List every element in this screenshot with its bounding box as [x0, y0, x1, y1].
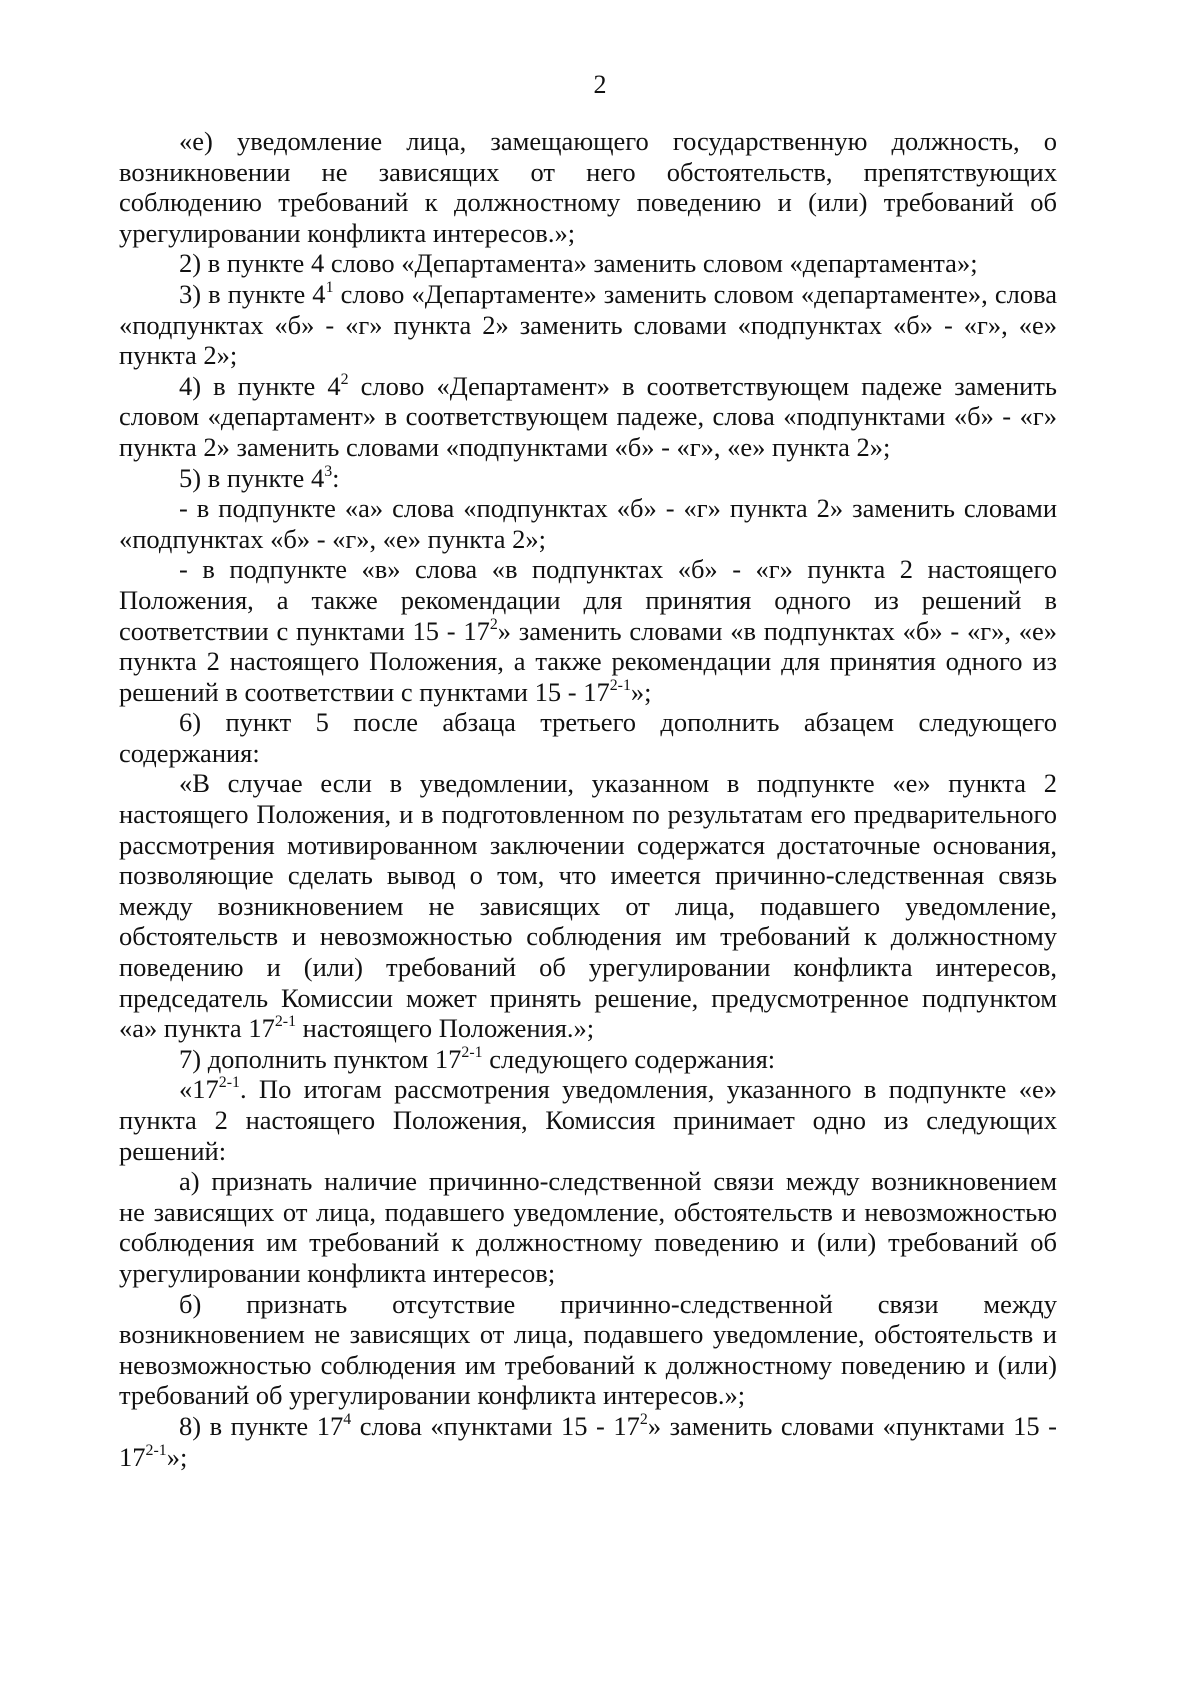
text-run: 3) в пункте 4 [179, 278, 326, 309]
paragraph [119, 554, 1057, 707]
text-run: «е) уведомление лица, замещающего государственную должность, о возникновении не зависящих от него обстоятельств, препятствующих соблюдению требований к должностному поведению и (или) требований об урегулировании конфликта интересов.»; [119, 126, 1057, 248]
text-run: - в подпункте «в» слова «в подпунктах «б» - «г» пункта 2 настоящего Положения, а также рекомендации для принятия одного из решений в соответствии с пунктами 15 - 17 [119, 554, 1057, 646]
paragraph [119, 493, 1057, 554]
text-run: следующего содержания: [482, 1043, 776, 1074]
paragraph [119, 707, 1057, 768]
superscript: 1 [325, 278, 334, 296]
text-run: а) признать наличие причинно-следственной связи между возникновением не зависящих от лица, подавшего уведомление, обстоятельств и невозможностью соблюдения им требований к должностному поведению и (или) требований об урегулировании конфликта интересов; [119, 1166, 1057, 1288]
document-body [119, 126, 1057, 1472]
text-run: слова «пунктами 15 - 17 [351, 1410, 640, 1441]
paragraph [119, 1289, 1057, 1411]
text-run: слово «Департаменте» заменить словом «департаменте», слова «подпунктах «б» - «г» пункта 2» заменить словами «подпунктах «б» - «г», «е» пункта 2»; [119, 278, 1057, 371]
superscript: 4 [343, 1410, 352, 1428]
text-run: . По итогам рассмотрения уведомления, указанного в подпункте «е» пункта 2 настоящего Положения, Комиссия принимает одно из следующих решений: [119, 1074, 1057, 1166]
text-run: 2) в пункте 4 слово «Департамента» заменить словом «департамента»; [179, 248, 978, 279]
page-number: 2 [593, 70, 607, 99]
text-run: : [332, 462, 340, 493]
paragraph [119, 1074, 1057, 1166]
text-run: »; [166, 1441, 188, 1472]
text-run: 8) в пункте 17 [179, 1410, 344, 1441]
superscript: 2-1 [218, 1074, 240, 1092]
text-run: 7) дополнить пунктом 17 [179, 1043, 462, 1074]
superscript: 2 [639, 1410, 648, 1428]
superscript: 2 [340, 370, 349, 388]
text-run: 4) в пункте 4 [179, 370, 341, 401]
superscript: 2-1 [145, 1441, 167, 1459]
paragraph [119, 1044, 1057, 1075]
text-run: - в подпункте «а» слова «подпунктах «б» - «г» пункта 2» заменить словами «подпунктах «б» - «г», «е» пункта 2»; [119, 493, 1057, 554]
text-run: » заменить словами «пунктами 15 - 17 [119, 1410, 1058, 1472]
paragraph [119, 463, 1057, 494]
text-run: слово «Департамент» в соответствующем падеже заменить словом «департамент» в соответствующем падеже, слова «подпунктами «б» - «г» пункта 2» заменить словами «подпунктами «б» - «г», «е» пункта 2»; [119, 370, 1057, 462]
text-run: » заменить словами «в подпунктах «б» - «г», «е» пункта 2 настоящего Положения, а также рекомендации для принятия одного из решений в соответствии с пунктами 15 - 17 [119, 615, 1058, 707]
superscript: 2-1 [461, 1043, 483, 1061]
text-run: »; [630, 676, 652, 707]
paragraph [119, 371, 1057, 463]
superscript: 2 [489, 615, 498, 633]
superscript: 3 [324, 462, 333, 480]
paragraph [119, 768, 1057, 1043]
text-run: 5) в пункте 4 [179, 462, 325, 493]
text-run: 6) пункт 5 после абзаца третьего дополнить абзацем следующего содержания: [119, 707, 1057, 768]
superscript: 2-1 [274, 1013, 297, 1031]
paragraph [119, 248, 1057, 279]
text-run: «В случае если в уведомлении, указанном в подпункте «е» пункта 2 настоящего Положения, и в подготовленном по результатам его предварительного рассмотрения мотивированном заключении содержатся достаточные основания, позволяющие сделать вывод о том, что имеется причинно-следственная связь между возникновением не зависящих от лица, подавшего уведомление, обстоятельств и невозможностью соблюдения им требований к должностному поведению и (или) требований об урегулировании конфликта интересов, председатель Комиссии может принять решение, предусмотренное подпунктом «а» пункта 17 [119, 768, 1057, 1044]
superscript: 2-1 [609, 676, 631, 694]
paragraph [119, 126, 1057, 248]
paragraph [119, 1411, 1057, 1472]
paragraph [119, 279, 1057, 371]
text-run: настоящего Положения.»; [296, 1013, 595, 1044]
text-run: б) признать отсутствие причинно-следственной связи между возникновением не зависящих от лица, подавшего уведомление, обстоятельств и невозможностью соблюдения им требований к должностному поведению и (или) требований об урегулировании конфликта интересов.»; [119, 1288, 1057, 1411]
text-run: «17 [179, 1074, 219, 1105]
paragraph [119, 1166, 1057, 1288]
